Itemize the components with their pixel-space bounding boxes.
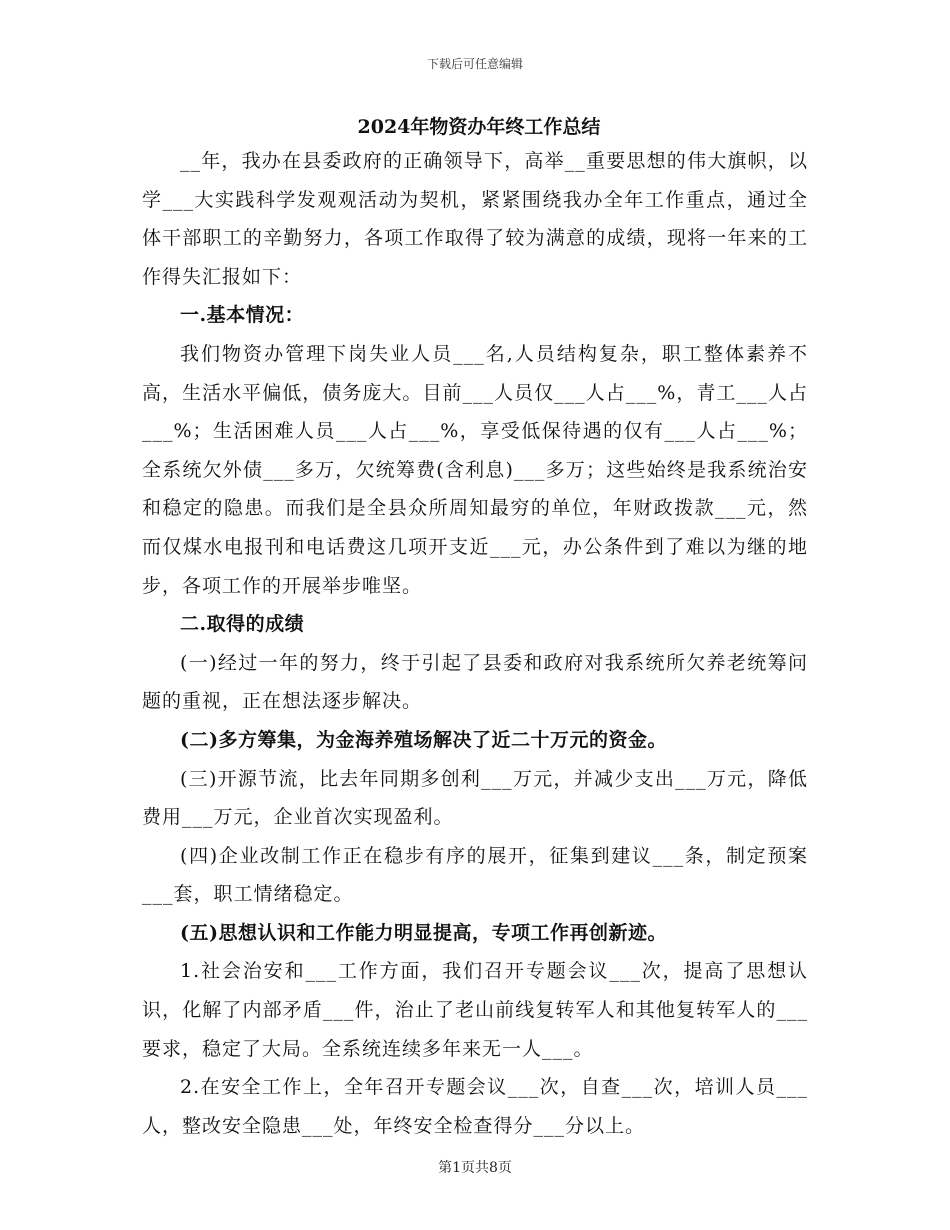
paragraph-list [142,142,808,1145]
page-footer: 第1页共8页 [438,1160,512,1176]
body-paragraph: 1.社会治安和___工作方面，我们召开专题会议___次，提高了思想认识，化解了内部矛盾___件，治止了老山前线复转军人和其他复转军人的___要求，稳定了大局。全系统连续多年来无一人___。 [142,960,808,1060]
document-body [142,112,808,1145]
body-paragraph: (四)企业改制工作正在稳步有序的展开，征集到建议___条，制定预案___套，职工情绪稳定。 [142,844,808,906]
section-heading: (五)思想认识和工作能力明显提高，专项工作再创新迹。 [180,921,667,944]
body-paragraph: (一)经过一年的努力，终于引起了县委和政府对我系统所欠养老统筹问题的重视，正在想法逐步解决。 [142,651,808,713]
section-heading: 一.基本情况： [180,304,305,327]
body-paragraph: (三)开源节流，比去年同期多创利___万元，并减少支出___万元，降低费用___万元，企业首次实现盈利。 [142,767,808,829]
section-heading: 二.取得的成绩 [180,613,305,636]
body-paragraph: 我们物资办管理下岗失业人员___名,人员结构复杂，职工整体素养不高，生活水平偏低，债务庞大。目前___人员仅___人占___%，青工___人占___%；生活困难人员___人占___%，享受低保待遇的仅有___人占___%；全系统欠外债___多万，欠统筹费(含利息)___多万；这些始终是我系统治安和稳定的隐患。而我们是全县众所周知最穷的单位，年财政拨款___元，然而仅煤水电报刊和电话费这几项开支近___元，办公条件到了难以为继的地步，各项工作的开展举步唯坚。 [142,342,808,597]
header-note: 下载后可任意编辑 [426,57,523,71]
body-paragraph: __年，我办在县委政府的正确领导下，高举__重要思想的伟大旗帜，以学___大实践科学发观观活动为契机，紧紧围绕我办全年工作重点，通过全体干部职工的辛勤努力，各项工作取得了较为满意的成绩，现将一年来的工作得失汇报如下： [142,150,808,288]
document-title: 2024年物资办年终工作总结 [357,116,601,138]
section-heading: (二)多方筹集，为金海养殖场解决了近二十万元的资金。 [180,728,667,751]
body-paragraph: 2.在安全工作上，全年召开专题会议___次，自查___次，培训人员___人，整改安全隐患___处，年终安全检查得分___分以上。 [142,1076,808,1137]
